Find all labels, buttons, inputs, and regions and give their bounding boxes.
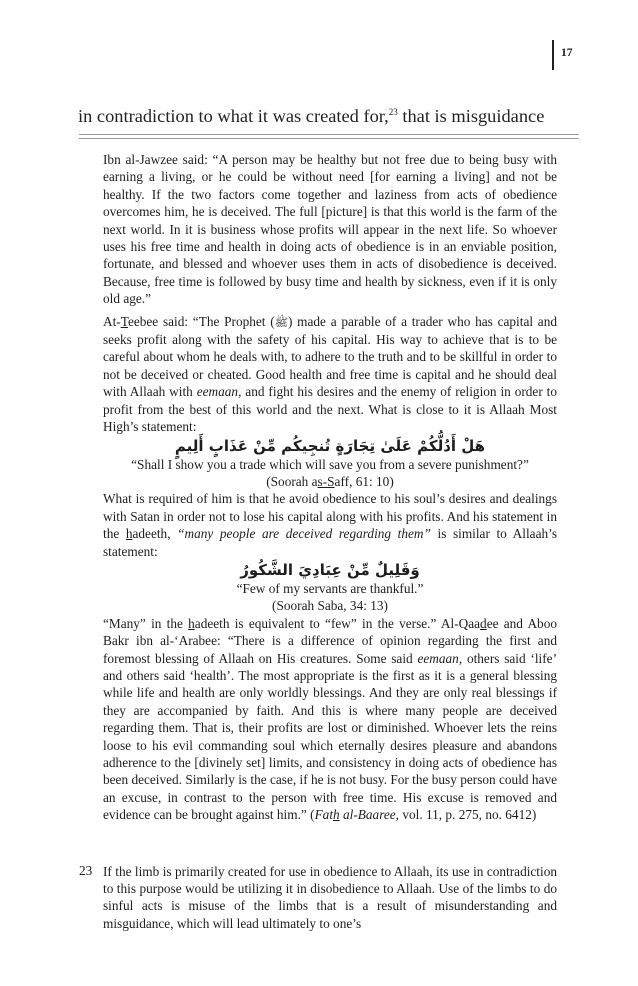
italic-term: eemaan, [417, 650, 463, 666]
text-span: Fat [314, 807, 334, 823]
text-span: h [188, 615, 195, 631]
text-span: At- [103, 313, 121, 329]
italic-term: eemaan [196, 384, 239, 400]
footnote-ref: 23 [388, 106, 398, 117]
paragraph-ibn-al-jawzee: Ibn al-Jawzee said: “A person may be healthy but not free due to being busy with earning a living, or he could be without need [for earning a living] and not be healthy. If the two factors come together and laziness from acts of obedience overcomes him, he is deceived. The full [picture] is that this world is the farm of the next world. In it is business whose profits will appear in the next life. So whoever uses his free time and health in doing acts of obedience is in an enviable position, fortunate, and blessed and whoever uses them in acts of disobedience is deceived. Because, free time is followed by busy time and health by sickness, even if it is only old age.” [103, 152, 557, 307]
footnote-text: If the limb is primarily created for use in obedience to Allaah, its use in contradiction to this purpose would be utilizing it in disobedience to Allaah. Use of the limbs to do sinful acts is misuse of the limbs that is a result of misunderstanding and misguidance, which will lead ultimately to one’s [103, 864, 557, 931]
paragraph-at-teebee [103, 313, 557, 436]
text-span: adeeth, [132, 526, 171, 542]
text-span: T [120, 313, 128, 329]
text-span: aff, 61: 10) [334, 473, 394, 489]
text-span: eebee said: “The Prophet ( [127, 313, 275, 329]
text-span: ) made a parable of a trader who has capital and seeks profit along with the safety of his capital. His way to achieve that is to be careful about whom he deals with, to adhere to the truth and to be skillful in order to not be deceived or cheated. Good health and free time is capital and he should deal with Allaah with [103, 313, 557, 400]
text-span: others said ‘life’ and others said ‘health’. The most appropriate is the first as it is a general blessing while life and health are only worldly blessings. And they are only real blessings if they are accompanied by faith. And this is where many people are deceived regarding them. That is, their profits are lost or diminished. Whoever lets the reins loose to his evil commanding soul which eternally desires pleasure and abandons adherence to the [divinely set] limits, and consistency in doing acts of obedience has been deceived. Similarly is the case, if he is not busy. For the busy person could have an excuse, in contrast to the person with free time. His excuse is removed and evidence can be brought against him.” ( [103, 650, 557, 823]
text-span: What is required of him is that he avoid obedience to his soul’s desires and dealings with Satan in order not to lose his capital along with his profits. And his statement in the [103, 491, 557, 542]
verse-translation-2: “Few of my servants are thankful.” [236, 580, 424, 596]
text-span: al-Baaree, [339, 807, 400, 823]
body-text [103, 151, 557, 824]
running-head-text-end: that is misguidance [397, 106, 545, 126]
text-span: h [333, 807, 340, 823]
header-rule-bottom [79, 138, 579, 139]
text-span: s-S [317, 473, 335, 489]
text-span: (Soorah a [266, 473, 318, 489]
text-span: h [125, 526, 133, 542]
text-span: d [480, 615, 487, 631]
text-span: , and fight his desires and the enemy of religion in order to profit from the best of this world and the next. What is close to it is Allaah Most High’s statement: [103, 384, 558, 435]
text-span: is similar to Allaah’s statement: [103, 526, 557, 559]
italic-quote: “many people are deceived regarding them” [170, 526, 431, 542]
page-number: 17 [561, 47, 573, 59]
running-head [78, 106, 578, 127]
text-span: adeeth is equivalent to “few” in the verse.” Al-Qaa [194, 615, 481, 631]
text-span: ee and Aboo Bakr ibn al-‘Arabee: “There is a difference of opinion regarding the first and foremost blessing of Allaah on His creatures. Some said [103, 615, 557, 666]
footnote-number: 23 [79, 863, 93, 878]
paragraph-required [103, 490, 557, 560]
book-title [315, 807, 399, 822]
verse-translation-1: “Shall I show you a trade which will save you from a severe punishment?” [131, 456, 529, 472]
verse-reference-2: (Soorah Saba, 34: 13) [272, 598, 388, 614]
page-number-rule [552, 40, 554, 70]
text-span: vol. 11, p. 275, no. 6412) [399, 807, 537, 823]
text-span: “Many” in the [103, 615, 189, 631]
arabic-verse-1: هَلْ أَدُلُّكُمْ عَلَىٰ تِجَارَةٍ تُنجِيكُم مِّنْ عَذَابٍ أَلِيمٍ [174, 436, 486, 455]
verse-reference-1 [103, 473, 557, 490]
running-head-text: in contradiction to what it was created for, [78, 106, 389, 126]
paragraph-many [103, 615, 557, 824]
salutation-glyph: ﷺ [274, 315, 288, 329]
arabic-verse-2: وَقَلِيلٌ مِّنْ عِبَادِيَ الشَّكُورُ [240, 560, 420, 579]
header-rule-top [79, 134, 579, 135]
